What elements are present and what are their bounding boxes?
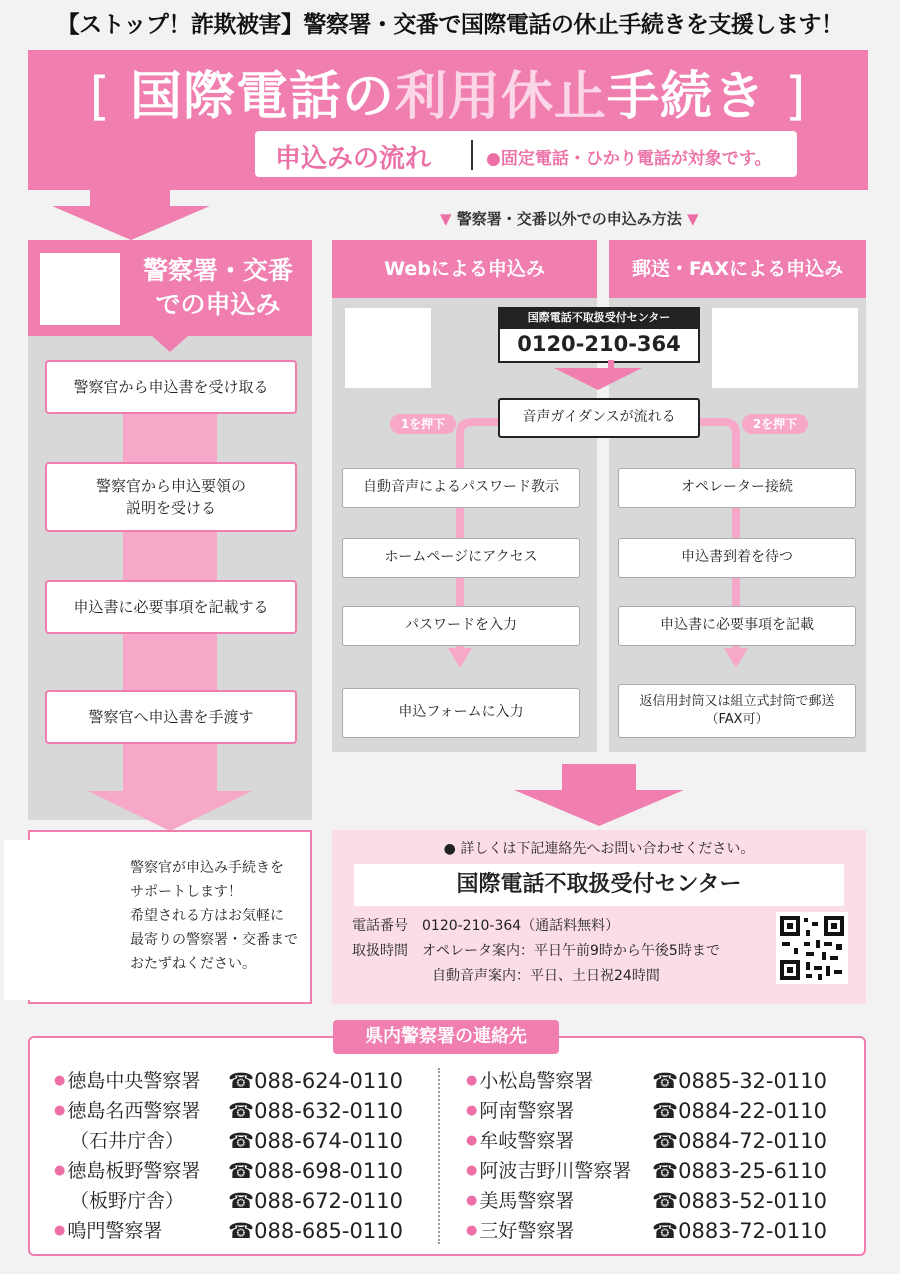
- flow-title: 申込みの流れ: [275, 144, 432, 174]
- phone-icon: ☎: [228, 1219, 255, 1243]
- info-title: 国際電話不取扱受付センター: [354, 864, 844, 906]
- station-tel[interactable]: ☎0883-52-0110: [652, 1189, 827, 1213]
- station-name: （石井庁舎）: [70, 1130, 185, 1152]
- police-step-3: 申込書に必要事項を記載する: [45, 580, 297, 634]
- police-illustration: [40, 253, 120, 325]
- station-tel[interactable]: ☎0883-25-6110: [652, 1159, 827, 1183]
- phone-label: 電話番号: [352, 918, 408, 934]
- web-step-2: ホームページにアクセス: [342, 538, 580, 578]
- phone-icon: ☎: [228, 1189, 255, 1213]
- station-tel[interactable]: ☎0884-22-0110: [652, 1099, 827, 1123]
- station-name: ● 阿南警察署: [466, 1100, 575, 1122]
- phone-icon: ☎: [228, 1159, 255, 1183]
- station-name: ● 鳴門警察署: [54, 1220, 163, 1242]
- phone-icon: ☎: [228, 1129, 255, 1153]
- mail-column-header: 郵送・FAXによる申込み: [609, 240, 866, 298]
- support-text: 警察官が申込み手続きを サポートします！ 希望される方はお気軽に 最寄りの警察署・交番まで おたずねください。: [130, 860, 298, 972]
- station-name: ● 徳島板野警察署: [54, 1160, 201, 1182]
- info-note: ● 詳しくは下記連絡先へお問い合わせください。: [443, 841, 755, 857]
- bracket-right: ]: [785, 67, 807, 127]
- triangle-down-icon: ▼: [687, 210, 699, 228]
- station-tel[interactable]: ☎0884-72-0110: [652, 1129, 827, 1153]
- contacts-right-tels: [652, 1066, 827, 1246]
- qr-code-icon[interactable]: [776, 912, 848, 984]
- hours-line1: オペレータ案内：平日午前9時から午後5時まで: [422, 943, 720, 959]
- other-methods-text: 警察署・交番以外での申込み方法: [456, 210, 682, 228]
- station-tel[interactable]: ☎088-632-0110: [228, 1099, 403, 1123]
- phone-icon: ☎: [652, 1099, 679, 1123]
- mail-step-4: 返信用封筒又は組立式封筒で郵送 （FAX可）: [618, 684, 856, 738]
- phone-icon: ☎: [228, 1069, 255, 1093]
- title-part3: 手続き: [607, 67, 767, 127]
- contacts-title: 県内警察署の連絡先: [333, 1020, 559, 1054]
- info-details: [352, 914, 720, 989]
- web-step-4: 申込フォームに入力: [342, 688, 580, 738]
- police-step-4: 警察官へ申込書を手渡す: [45, 690, 297, 744]
- phone-icon: ☎: [652, 1219, 679, 1243]
- phone-icon: ☎: [652, 1189, 679, 1213]
- info-down-arrow-icon: [510, 764, 690, 830]
- mail-step-2: 申込書到着を待つ: [618, 538, 856, 578]
- title-part1: 国際電話の: [129, 67, 395, 127]
- web-step-3: パスワードを入力: [342, 606, 580, 646]
- phone-value: 0120-210-364（通話料無料）: [422, 918, 620, 934]
- police-step-1: 警察官から申込書を受け取る: [45, 360, 297, 414]
- mail-step-3: 申込書に必要事項を記載: [618, 606, 856, 646]
- station-tel[interactable]: ☎088-672-0110: [228, 1189, 403, 1213]
- phone-icon: ☎: [652, 1159, 679, 1183]
- station-name: ● 小松島警察署: [466, 1070, 594, 1092]
- hours-label: 取扱時間: [352, 943, 408, 959]
- triangle-down-icon: ▼: [440, 210, 452, 228]
- police-heading-line1: 警察署・交番: [142, 256, 293, 285]
- station-tel[interactable]: ☎0885-32-0110: [652, 1069, 827, 1093]
- officer-illustration: [4, 840, 114, 1000]
- page-headline: 【ストップ！詐欺被害】警察署・交番で国際電話の休止手続きを支援します！: [56, 12, 844, 38]
- flow-divider: [471, 140, 473, 170]
- hours-line2: 自動音声案内：平日、土日祝24時間: [432, 968, 660, 984]
- bracket-left: [: [89, 67, 111, 127]
- contacts-divider: [438, 1068, 440, 1244]
- station-name: ● 牟岐警察署: [466, 1130, 575, 1152]
- center-phone-number[interactable]: 0120-210-364: [517, 332, 681, 356]
- phone-icon: ☎: [228, 1099, 255, 1123]
- station-name: （板野庁舎）: [70, 1190, 185, 1212]
- phone-icon: ☎: [652, 1069, 679, 1093]
- web-column-header: Webによる申込み: [332, 240, 597, 298]
- contacts-left-tels: [228, 1066, 403, 1246]
- web-step-1: 自動音声によるパスワード教示: [342, 468, 580, 508]
- station-tel[interactable]: ☎088-624-0110: [228, 1069, 403, 1093]
- contacts-right-names: [466, 1066, 631, 1246]
- voice-guidance-box: 音声ガイダンスが流れる: [498, 398, 700, 438]
- contacts-left-names: [54, 1066, 200, 1246]
- station-name: ● 三好警察署: [466, 1220, 575, 1242]
- press-1-pill: 1を押下: [390, 414, 456, 434]
- station-tel[interactable]: ☎0883-72-0110: [652, 1219, 827, 1243]
- mail-step-1: オペレーター接続: [618, 468, 856, 508]
- station-name: ● 美馬警察署: [466, 1190, 575, 1212]
- press-2-pill: 2を押下: [742, 414, 808, 434]
- station-name: ● 徳島名西警察署: [54, 1100, 201, 1122]
- station-name: ● 阿波吉野川警察署: [466, 1160, 632, 1182]
- police-column-heading: [128, 254, 308, 322]
- police-heading-line2: での申込み: [155, 290, 281, 319]
- police-step-2: 警察官から申込要領の 説明を受ける: [45, 462, 297, 532]
- station-tel[interactable]: ☎088-698-0110: [228, 1159, 403, 1183]
- station-tel[interactable]: ☎088-685-0110: [228, 1219, 403, 1243]
- phone-icon: ☎: [652, 1129, 679, 1153]
- flow-note: ●固定電話・ひかり電話が対象です。: [486, 149, 772, 169]
- header-gap: [597, 240, 609, 298]
- station-name: ● 徳島中央警察署: [54, 1070, 201, 1092]
- other-methods-label: [440, 208, 699, 229]
- title-part2: 利用休止: [394, 67, 607, 127]
- station-tel[interactable]: ☎088-674-0110: [228, 1129, 403, 1153]
- center-label: 国際電話不取扱受付センター: [498, 307, 700, 329]
